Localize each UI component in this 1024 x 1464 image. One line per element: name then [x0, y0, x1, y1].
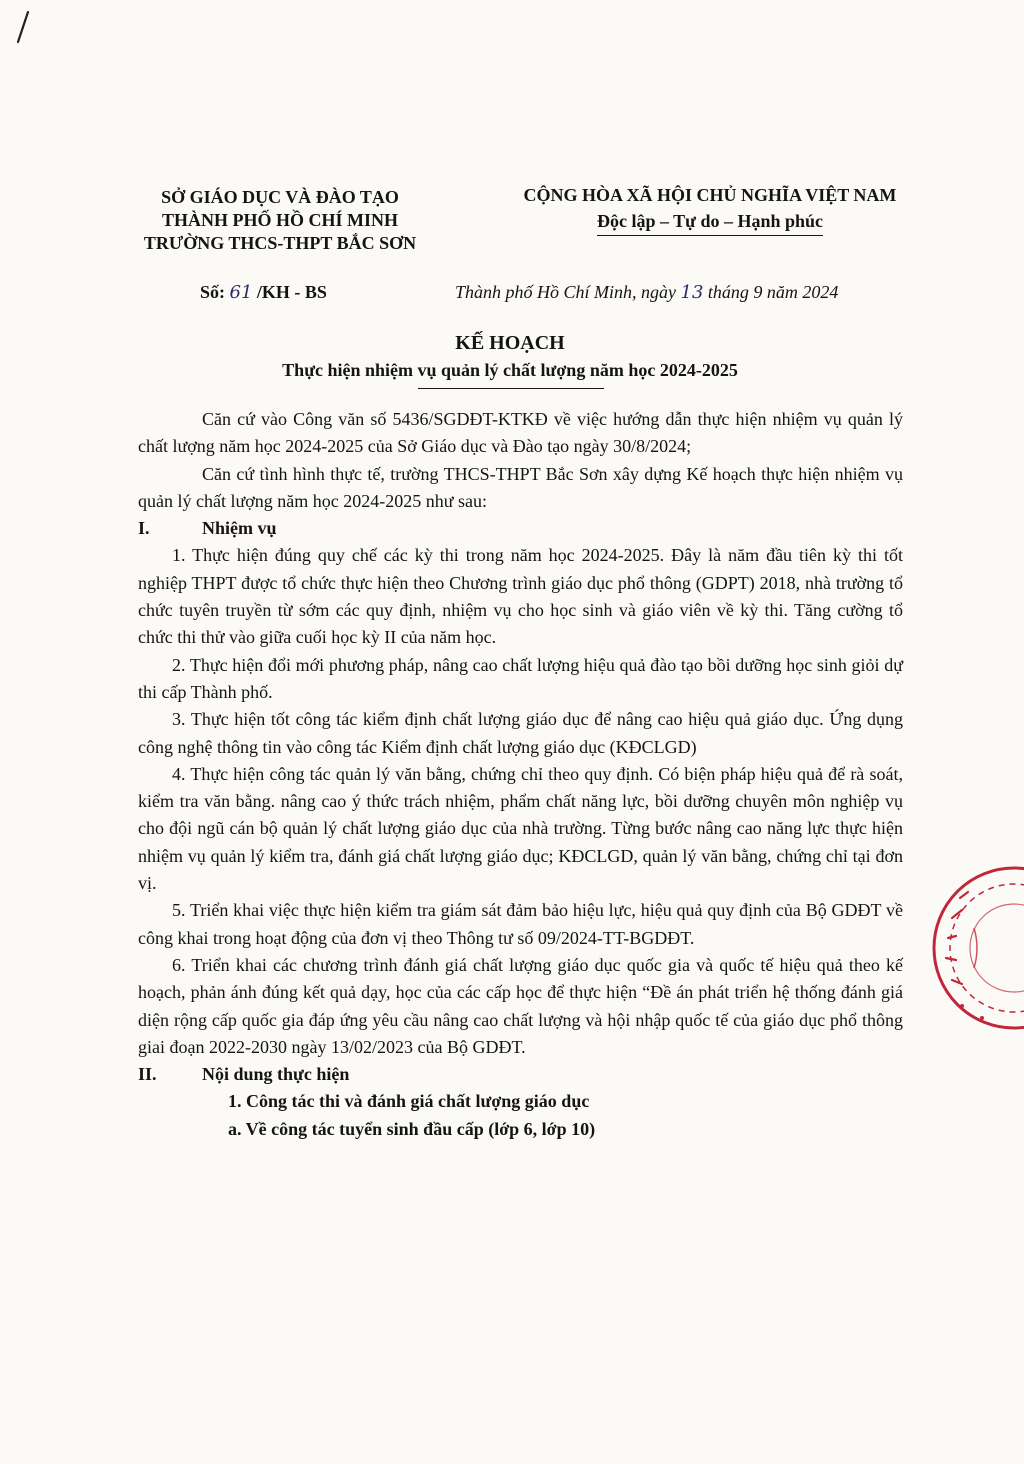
doc-number-suffix: /KH - BS: [252, 282, 327, 302]
doc-number-value: 61: [229, 282, 253, 303]
nation-header: [490, 182, 930, 236]
title-underline: [418, 388, 604, 389]
section-1-heading: [138, 515, 903, 542]
agency-line-2: THÀNH PHỐ HỒ CHÍ MINH: [161, 210, 398, 230]
section-1-number: I.: [138, 518, 150, 539]
paragraph-plan: Căn cứ tình hình thực tế, trường THCS-THPT Bắc Sơn xây dựng Kế hoạch thực hiện nhiệm vụ quản lý chất lượng năm học 2024-2025 như sau:: [138, 463, 903, 511]
nation-name: CỘNG HÒA XÃ HỘI CHỦ NGHĨA VIỆT NAM: [523, 185, 897, 205]
document-subtitle: Thực hiện nhiệm vụ quản lý chất lượng năm học 2024-2025: [282, 360, 738, 380]
agency-header: [110, 186, 450, 255]
section-2-heading: [138, 1061, 903, 1088]
document-title: KẾ HOẠCH: [455, 332, 565, 354]
date-prefix: Thành phố Hồ Chí Minh, ngày: [455, 282, 681, 302]
task-item-3: 3. Thực hiện tốt công tác kiểm định chất lượng giáo dục để nâng cao hiệu quả giáo dục. Ứng dụng công nghệ thông tin vào công tác Kiểm định chất lượng giáo dục (KĐCLGD): [138, 709, 903, 757]
official-seal-icon: [922, 858, 1024, 1038]
date-suffix: tháng 9 năm 2024: [703, 282, 839, 302]
task-item-6: 6. Triển khai các chương trình đánh giá chất lượng giáo dục quốc gia và quốc tế hiệu quả theo kế hoạch, phản ánh đúng kết quả dạy, học của các cấp học để thực hiện “Đề án phát triển hệ thống đánh giá diện rộng cấp quốc gia đáp ứng yêu cầu nâng cao chất lượng và hội nhập quốc tế của giáo dục phổ thông giai đoạn 2022-2030 ngày 13/02/2023 của Bộ GDĐT.: [138, 954, 903, 1057]
nation-motto: Độc lập – Tự do – Hạnh phúc: [597, 208, 823, 236]
section-2-sub-1: 1. Công tác thi và đánh giá chất lượng giáo dục: [228, 1091, 590, 1112]
paragraph-basis: Căn cứ vào Công văn số 5436/SGDĐT-KTKĐ về việc hướng dẫn thực hiện nhiệm vụ quản lý chất lượng năm học 2024-2025 của Sở Giáo dục và Đào tạo ngày 30/8/2024;: [138, 409, 903, 457]
task-item-1: 1. Thực hiện đúng quy chế các kỳ thi trong năm học 2024-2025. Đây là năm đầu tiên kỳ thi tốt nghiệp THPT được tổ chức thực hiện theo Chương trình giáo dục phổ thông (GDPT) 2018, nhà trường tổ chức tuyên truyền từ sớm các quy định, nhiệm vụ cho học sinh và giáo viên về kỳ thi. Tăng cường tổ chức thi thử vào giữa cuối học kỳ II của năm học.: [138, 545, 903, 648]
task-item-4: 4. Thực hiện công tác quản lý văn bằng, chứng chỉ theo quy định. Có biện pháp hiệu quả để rà soát, kiểm tra văn bằng. nâng cao ý thức trách nhiệm, phẩm chất năng lực, bồi dưỡng chuyên môn nghiệp vụ cho đội ngũ cán bộ quản lý chất lượng giáo dục của nhà trường. Từng bước nâng cao năng lực thực hiện nhiệm vụ quản lý kiểm tra, đánh giá chất lượng giáo dục; KĐCLGD, quản lý văn bằng, chứng chỉ tại đơn vị.: [138, 763, 903, 894]
task-item-2: 2. Thực hiện đổi mới phương pháp, nâng cao chất lượng hiệu quả đào tạo bồi dưỡng học sinh giỏi dự thi cấp Thành phố.: [138, 654, 903, 702]
document-number: [200, 282, 327, 303]
section-2-sub-1a: a. Về công tác tuyển sinh đầu cấp (lớp 6, lớp 10): [228, 1118, 596, 1139]
agency-line-1: SỞ GIÁO DỤC VÀ ĐÀO TẠO: [161, 187, 399, 207]
pen-mark-icon: [8, 6, 38, 46]
section-2-number: II.: [138, 1064, 157, 1085]
section-2-title: Nội dung thực hiện: [202, 1064, 350, 1085]
agency-line-3: TRƯỜNG THCS-THPT BẮC SƠN: [143, 233, 417, 253]
document-body: [138, 406, 903, 1143]
date-day: 13: [680, 282, 704, 303]
task-item-5: 5. Triển khai việc thực hiện kiểm tra giám sát đảm bảo hiệu lực, hiệu quả quy định của Bộ GDĐT về công khai trong hoạt động của đơn vị theo Thông tư số 09/2024-TT-BGDĐT.: [138, 900, 903, 948]
doc-number-prefix: Số:: [200, 282, 230, 302]
section-1-title: Nhiệm vụ: [202, 518, 277, 539]
document-date: [455, 282, 838, 303]
